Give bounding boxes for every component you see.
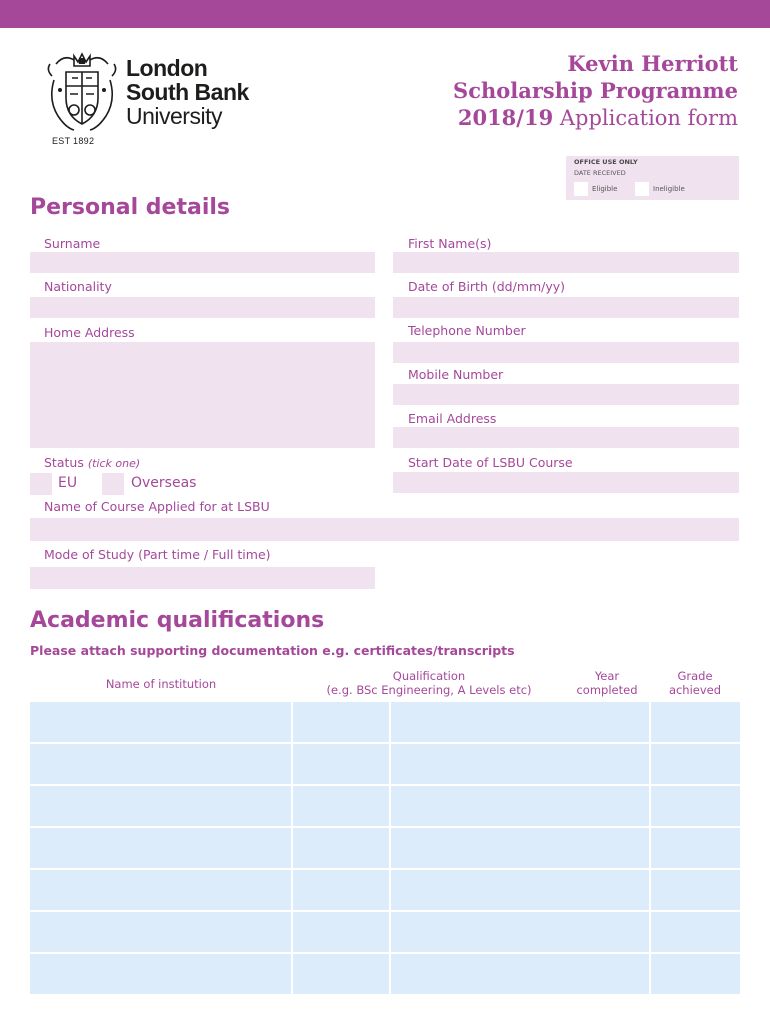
mobile-label: Mobile Number: [408, 367, 504, 382]
form-title: [453, 50, 738, 132]
title-form-label: Application form: [553, 106, 738, 130]
grade-cell[interactable]: [651, 912, 740, 952]
institution-cell[interactable]: [30, 828, 291, 868]
documentation-note: Please attach supporting documentation e.g. certificates/transcripts: [30, 643, 515, 658]
col-year-header: [564, 669, 650, 697]
start-date-field[interactable]: [393, 472, 739, 493]
ineligible-label: Ineligible: [653, 185, 685, 193]
lsbu-logo: [44, 50, 284, 150]
email-label: Email Address: [408, 411, 497, 426]
qualification-cell-a[interactable]: [293, 744, 389, 784]
first-names-field[interactable]: [393, 252, 739, 273]
status-eu-checkbox[interactable]: [30, 473, 52, 495]
institution-cell[interactable]: [30, 702, 291, 742]
title-line-2: Scholarship Programme: [453, 78, 738, 103]
qualification-cell-b[interactable]: [391, 912, 649, 952]
institution-cell[interactable]: [30, 786, 291, 826]
qualifications-table: [30, 702, 740, 996]
qualification-cell-b[interactable]: [391, 828, 649, 868]
col-institution-header: Name of institution: [105, 677, 217, 691]
col-grade-title-2: achieved: [668, 683, 722, 697]
col-qualification-title: Qualification: [392, 669, 466, 683]
col-grade-header: [650, 669, 740, 697]
ineligible-checkbox[interactable]: [635, 182, 649, 196]
qualification-cell-b[interactable]: [391, 744, 649, 784]
surname-label: Surname: [44, 236, 101, 251]
university-crest-icon: [44, 50, 120, 134]
title-line-3: [453, 104, 738, 132]
grade-cell[interactable]: [651, 954, 740, 994]
grade-cell[interactable]: [651, 702, 740, 742]
telephone-field[interactable]: [393, 342, 739, 363]
mobile-field[interactable]: [393, 384, 739, 405]
nationality-label: Nationality: [44, 279, 112, 294]
personal-details-heading: Personal details: [30, 195, 231, 220]
logo-text-university: University: [126, 103, 222, 129]
institution-cell[interactable]: [30, 954, 291, 994]
email-field[interactable]: [393, 427, 739, 448]
status-label-text: Status: [44, 455, 84, 470]
dob-field[interactable]: [393, 297, 739, 318]
logo-text-south-bank: South Bank: [126, 79, 249, 105]
grade-cell[interactable]: [651, 828, 740, 868]
col-qualification-example: (e.g. BSc Engineering, A Levels etc): [326, 683, 532, 697]
status-hint: (tick one): [87, 457, 141, 470]
mode-of-study-label: Mode of Study (Part time / Full time): [44, 547, 271, 562]
grade-cell[interactable]: [651, 786, 740, 826]
qualification-cell-a[interactable]: [293, 702, 389, 742]
qualification-cell-b[interactable]: [391, 702, 649, 742]
status-overseas-checkbox[interactable]: [102, 473, 124, 495]
home-address-field[interactable]: [30, 342, 375, 448]
qualification-cell-a[interactable]: [293, 954, 389, 994]
status-overseas-label: Overseas: [131, 475, 197, 491]
qualification-cell-b[interactable]: [391, 870, 649, 910]
course-name-field[interactable]: [30, 518, 739, 541]
qualification-cell-b[interactable]: [391, 954, 649, 994]
qualification-cell-a[interactable]: [293, 786, 389, 826]
office-use-heading: OFFICE USE ONLY: [574, 158, 638, 166]
qualification-cell-b[interactable]: [391, 786, 649, 826]
surname-field[interactable]: [30, 252, 375, 273]
col-year-title-1: Year: [594, 669, 620, 683]
qualification-cell-a[interactable]: [293, 828, 389, 868]
title-year: 2018/19: [457, 105, 554, 130]
dob-label: Date of Birth (dd/mm/yy): [408, 279, 566, 294]
title-line-1: Kevin Herriott: [567, 51, 738, 76]
home-address-label: Home Address: [44, 325, 135, 340]
mode-of-study-field[interactable]: [30, 567, 375, 589]
first-names-label: First Name(s): [408, 236, 492, 251]
eligible-checkbox[interactable]: [574, 182, 588, 196]
institution-cell[interactable]: [30, 870, 291, 910]
nationality-field[interactable]: [30, 297, 375, 318]
logo-text-london: London: [126, 55, 208, 81]
col-grade-title-1: Grade: [677, 669, 713, 683]
telephone-label: Telephone Number: [408, 323, 526, 338]
office-use-box: [566, 156, 739, 200]
institution-cell[interactable]: [30, 912, 291, 952]
status-eu-label: EU: [58, 475, 78, 491]
academic-qualifications-heading: Academic qualifications: [30, 608, 325, 633]
date-received-label: DATE RECEIVED: [574, 169, 626, 177]
qualification-cell-a[interactable]: [293, 870, 389, 910]
course-name-label: Name of Course Applied for at LSBU: [44, 499, 270, 514]
eligible-label: Eligible: [592, 185, 618, 193]
top-color-bar: [0, 0, 770, 28]
status-label: [44, 455, 140, 470]
logo-established: EST 1892: [52, 136, 95, 146]
start-date-label: Start Date of LSBU Course: [408, 455, 573, 470]
col-qualification-header: [300, 669, 558, 697]
grade-cell[interactable]: [651, 870, 740, 910]
grade-cell[interactable]: [651, 744, 740, 784]
qualification-cell-a[interactable]: [293, 912, 389, 952]
institution-cell[interactable]: [30, 744, 291, 784]
col-year-title-2: completed: [576, 683, 638, 697]
